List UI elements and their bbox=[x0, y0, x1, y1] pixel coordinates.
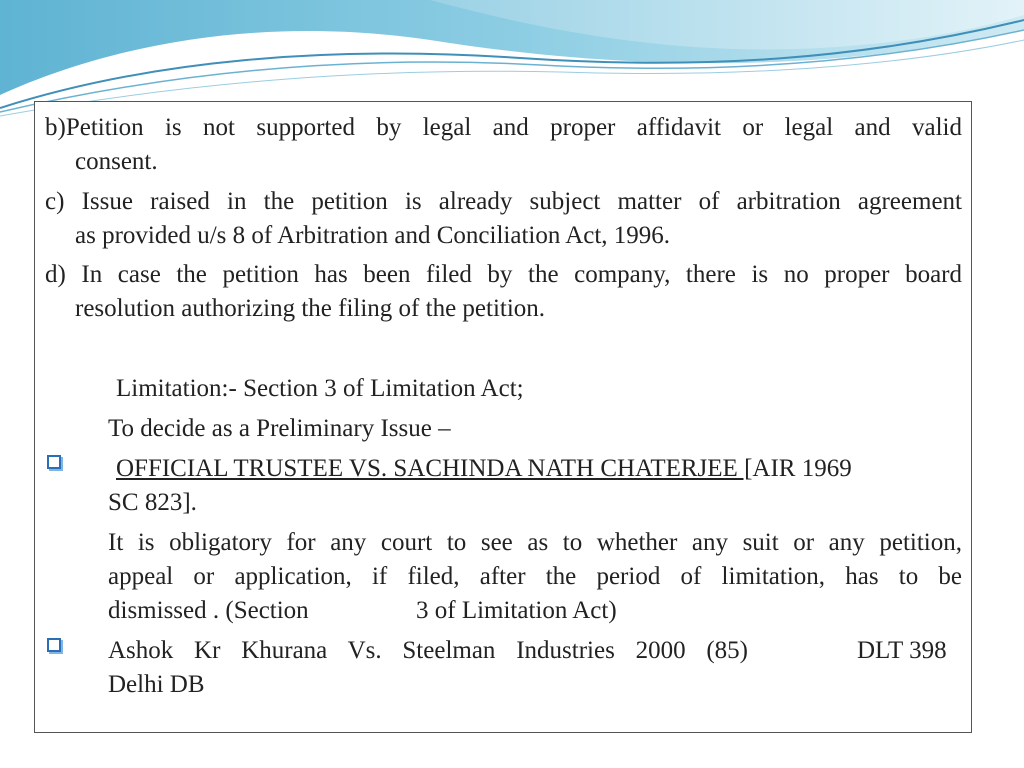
case1-title bbox=[116, 452, 852, 486]
case1-title-underlined: OFFICIAL TRUSTEE VS. SACHINDA NATH CHATERJEE [ bbox=[116, 455, 753, 482]
point-d-line1: d) In case the petition has been filed by the company, there is no proper board bbox=[45, 261, 962, 288]
point-c-line2: as provided u/s 8 of Arbitration and Conciliation Act, 1996. bbox=[75, 222, 671, 249]
case1-note-line3a: dismissed . (Section bbox=[108, 597, 309, 624]
case1-note-line1: It is obligatory for any court to see as to whether any suit or any petition, bbox=[108, 529, 962, 556]
point-b-line2: consent. bbox=[75, 148, 158, 175]
case2-line1-b: DLT 398 bbox=[857, 637, 947, 664]
case2-line2: Delhi DB bbox=[108, 671, 205, 698]
case2-line1-a: Ashok Kr Khurana Vs. Steelman Industries 2000 (85) bbox=[108, 637, 748, 664]
point-b-line1: b)Petition is not supported by legal and proper affidavit or legal and valid bbox=[45, 114, 962, 141]
square-bullet-icon bbox=[47, 455, 61, 469]
case1-citation-line2: SC 823]. bbox=[108, 489, 197, 516]
case1-note-line2: appeal or application, if filed, after the period of limitation, has to be bbox=[108, 563, 962, 590]
limitation-heading: Limitation:- Section 3 of Limitation Act; bbox=[116, 375, 524, 402]
point-d-line2: resolution authorizing the filing of the petition. bbox=[75, 295, 546, 322]
square-bullet-icon bbox=[47, 638, 61, 652]
case1-citation-tail: AIR 1969 bbox=[752, 455, 852, 482]
preliminary-issue: To decide as a Preliminary Issue – bbox=[108, 415, 451, 442]
point-c-line1: c) Issue raised in the petition is already subject matter of arbitration agreement bbox=[45, 188, 962, 215]
case1-note-line3b: 3 of Limitation Act) bbox=[416, 597, 617, 624]
